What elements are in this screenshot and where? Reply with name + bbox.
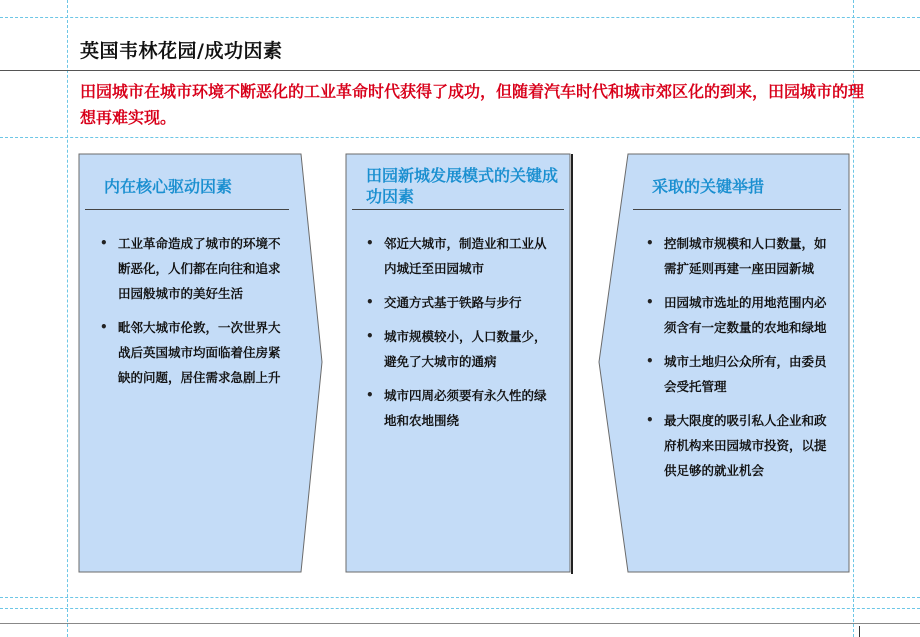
- bullet-dot-icon: •: [366, 236, 374, 250]
- col3-title-divider: [633, 209, 841, 210]
- col3-bullet-list: [646, 231, 836, 492]
- page-title: 英国韦林花园/成功因素: [80, 40, 283, 62]
- bullet-dot-icon: •: [646, 295, 654, 309]
- col1-title: 内在核心驱动因素: [104, 177, 233, 196]
- footer-divider: [0, 623, 920, 624]
- col2-bullet-list: [366, 231, 556, 442]
- col3-bullet-item: • 城市土地归公众所有，由委员会受托管理: [646, 349, 836, 399]
- col2-bullet-item: • 邻近大城市，制造业和工业从内城迁至田园城市: [366, 231, 556, 281]
- col3-bullet-item: • 田园城市选址的用地范围内必须含有一定数量的农地和绿地: [646, 290, 836, 340]
- col2-bullet-item: • 城市规模较小，人口数量少，避免了大城市的通病: [366, 324, 556, 374]
- col2-bullet-item: • 交通方式基于铁路与步行: [366, 290, 556, 315]
- col3-title: 采取的关键举措: [652, 177, 765, 196]
- col2-bullet-item: • 城市四周必须要有永久性的绿地和农地围绕: [366, 383, 556, 433]
- col2-title: 田园新城发展模式的关键成功因素: [366, 166, 559, 206]
- col1-title-divider: [85, 209, 289, 210]
- bullet-dot-icon: •: [366, 329, 374, 343]
- bullet-dot-icon: •: [646, 413, 654, 427]
- bullet-dot-icon: •: [646, 236, 654, 250]
- col1-bullet-item: • 毗邻大城市伦敦，一次世界大战后英国城市均面临着住房紧缺的问题，居住需求急剧上升: [100, 315, 286, 390]
- footer-edge-mark: [859, 626, 860, 637]
- page-subtitle: 田园城市在城市环境不断恶化的工业革命时代获得了成功，但随着汽车时代和城市郊区化的到来，田园城市的理想再难实现。: [80, 82, 865, 127]
- bullet-dot-icon: •: [366, 295, 374, 309]
- col3-bullet-item: • 控制城市规模和人口数量，如需扩延则再建一座田园新城: [646, 231, 836, 281]
- bullet-dot-icon: •: [366, 388, 374, 402]
- col3-bullet-item: • 最大限度的吸引私人企业和政府机构来田园城市投资，以提供足够的就业机会: [646, 408, 836, 483]
- col1-bullet-item: • 工业革命造成了城市的环境不断恶化，人们都在向往和追求田园般城市的美好生活: [100, 231, 286, 306]
- col1-bullet-list: [100, 231, 286, 399]
- col2-title-divider: [352, 209, 564, 210]
- bullet-dot-icon: •: [100, 320, 108, 334]
- bullet-dot-icon: •: [646, 354, 654, 368]
- bullet-dot-icon: •: [100, 236, 108, 250]
